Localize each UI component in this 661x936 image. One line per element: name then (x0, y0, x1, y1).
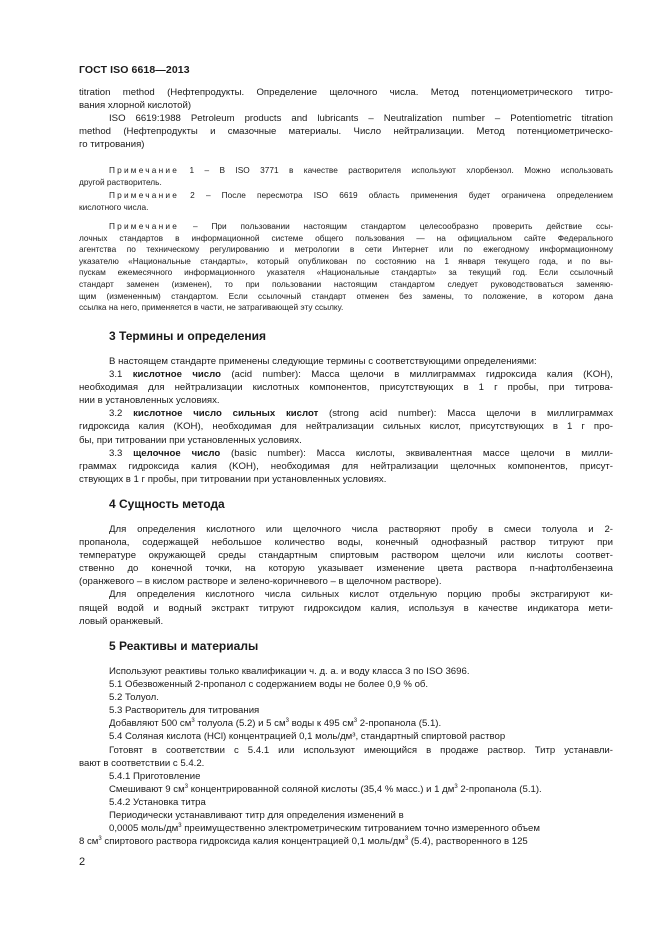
text-line: 5.4.2 Установка титра (109, 796, 206, 808)
text-line: температуре окружающей среды стандартным спиртовым раствором щелочи или кислоты соответ- (79, 550, 613, 562)
text-line: Готовят в соответствии с 5.4.1 или используют имеющийся в продаже раствор. Титр устанавли- (109, 744, 613, 756)
note-text: пускам ежемесячного информационного указателя «Национальные стандарты» за текущий год. Если ссылочный (79, 267, 613, 278)
text-line: вания хлорной кислотой) (79, 100, 192, 112)
text-line: пропанола, содержащей небольшое количество воды, конечный однофазный раствор титруют при (79, 537, 613, 549)
note-text: другой растворитель. (79, 176, 162, 187)
note-3 (79, 221, 613, 314)
term-3-1: 3.1 кислотное число (acid number): Масса щелочи в миллиграммах гидроксида калия (KOH), (109, 369, 613, 381)
text-line: граммах гидроксида калия (KOH), необходимая для нейтрализации щелочных компонентов, присут- (79, 460, 613, 472)
text-line: 5.2 Толуол. (109, 692, 159, 704)
term: щелочное число (133, 447, 221, 459)
text-line: Для определения кислотного числа сильных кислот отдельную порцию пробы экстрагируют ки- (109, 589, 613, 601)
text-line: ISO 6619:1988 Petroleum products and lubricants – Neutralization number – Potentiometric titration (109, 113, 613, 125)
references-block (79, 86, 613, 151)
note-text: указателю «Национальные стандарты», который опубликован по состоянию на 1 января текущего года, и по вы- (79, 255, 613, 266)
note-label: Примечание (109, 165, 180, 175)
term-3-3: 3.3 щелочное число (basic number): Масса кислоты, эквивалентная массе щелочи в милли- (109, 447, 613, 459)
text-line: ловый оранжевый. (79, 615, 164, 627)
note-number: 1 (189, 165, 195, 175)
term: кислотное число сильных кислот (133, 408, 319, 420)
text-line: Используют реактивы только квалификации ч. д. а. и воду класса 3 по ISO 3696. (109, 666, 470, 677)
text-line: method (Нефтепродукты и смазочные материалы. Число нейтрализации. Метод потенциометрическо- (79, 126, 613, 138)
text-line: необходимая для нейтрализации кислотных компонентов, присутствующих в 1 г пробы, при титрова- (79, 382, 613, 394)
text-line: го титрования) (79, 139, 145, 151)
text-line: titration method (Нефтепродукты. Определение щелочного числа. Метод потенциометрического титро- (79, 87, 613, 98)
section-4-body (79, 523, 613, 628)
note-text: – При пользовании настоящим стандартом целесообразно проверить действие ссы- (192, 221, 613, 231)
section-3-heading: 3 Термины и определения (109, 329, 267, 343)
text-line: пящей водой и водный экстракт титруют гидроксидом калия, используя в качестве индикатора мети- (79, 602, 613, 614)
text-line: вают в соответствии с 5.4.2. (79, 757, 205, 769)
term: кислотное число (132, 369, 221, 381)
text-line: Периодически устанавливают титр для определения изменений в (109, 810, 404, 822)
text-line: 5.4.1 Приготовление (109, 770, 201, 782)
note-2 (79, 190, 613, 213)
text-line: ственно до конечной точки, на которую указывает изменение цвета раствора п-нафтолбензеина (79, 563, 613, 575)
text-line: Добавляют 500 $см^3$ толуола (5.2) и 5 $см^3$ воды к 495 $см^3$ 2-пропанола (5.1). (109, 718, 442, 730)
note-text: щим (измененным) стандартом. Если ссылочный стандарт отменен без замены, то положение, в котором дана (79, 290, 613, 301)
note-text: стандарт заменен (изменен), то при пользовании настоящим стандартом следует руководствоваться заменяю- (79, 278, 613, 289)
note-text: агентства по техническому регулированию и метрологии в сети Интернет или по ежегодному информационному (79, 244, 613, 255)
section-5-body (79, 665, 613, 848)
note-text: – После пересмотра ISO 6619 область применения будет ограничена определением (205, 190, 613, 200)
note-label: Примечание (109, 221, 180, 231)
note-text: – В ISO 3771 в качестве растворителя используют хлорбензол. Можно использовать (204, 165, 613, 175)
text-line: гидроксида калия (KOH), необходимая для нейтрализации сильных кислот, присутствующих в 1 г про- (79, 421, 613, 433)
text-line: (оранжевого – в кислом растворе и зелено-коричневого – в щелочном растворе). (79, 576, 442, 588)
text-line: В настоящем стандарте применены следующие термины с соответствующими определениями: (109, 356, 537, 367)
document-header: ГОСТ ISO 6618—2013 (79, 64, 190, 76)
text-line: нии в установленных условиях. (79, 395, 220, 407)
text-line: Для определения кислотного или щелочного числа растворяют пробу в смеси толуола и 2- (109, 524, 613, 535)
text-line: 5.4 Соляная кислота (HCl) концентрацией 0,1 моль/дм³, стандартный спиртовой раствор (109, 731, 506, 743)
text-line: 5.1 Обезвоженный 2-пропанол с содержанием воды не более 0,9 % об. (109, 679, 429, 691)
text-line: 8 $см^3$ спиртового раствора гидроксида калия концентрацией 0,1 моль/$дм^3$ (5.4), растворенного в 125 (79, 836, 528, 848)
section-4-heading: 4 Сущность метода (109, 497, 225, 511)
text-line: 0,0005 моль/$дм^3$ преимущественно электрометрическим титрованием точно измеренного объем (109, 823, 540, 835)
section-5-heading: 5 Реактивы и материалы (109, 639, 259, 653)
page-number: 2 (79, 856, 86, 868)
text-line: ствующих в 1 г пробы, при титровании при установленных условиях. (79, 473, 387, 485)
text-line: Смешивают 9 $см^3$ концентрированной соляной кислоты (35,4 % масс.) и 1 $дм^3$ 2-пропанола (5.1). (109, 783, 542, 795)
note-label: Примечание (109, 190, 180, 200)
term-3-2: 3.2 кислотное число сильных кислот (strong acid number): Масса щелочи в миллиграммах (109, 408, 613, 420)
note-text: ссылка на него, применяется в части, не затрагивающей эту ссылку. (79, 302, 344, 313)
note-number: 2 (190, 190, 195, 200)
section-3-body (79, 355, 613, 486)
note-text: лочных стандартов в информационной системе общего пользования — на официальном сайте Федерального (79, 232, 613, 243)
text-line: бы, при титровании при установленных условиях. (79, 434, 302, 446)
text-line: 5.3 Растворитель для титрования (109, 705, 260, 717)
note-1 (79, 165, 613, 188)
note-text: кислотного числа. (79, 201, 149, 212)
